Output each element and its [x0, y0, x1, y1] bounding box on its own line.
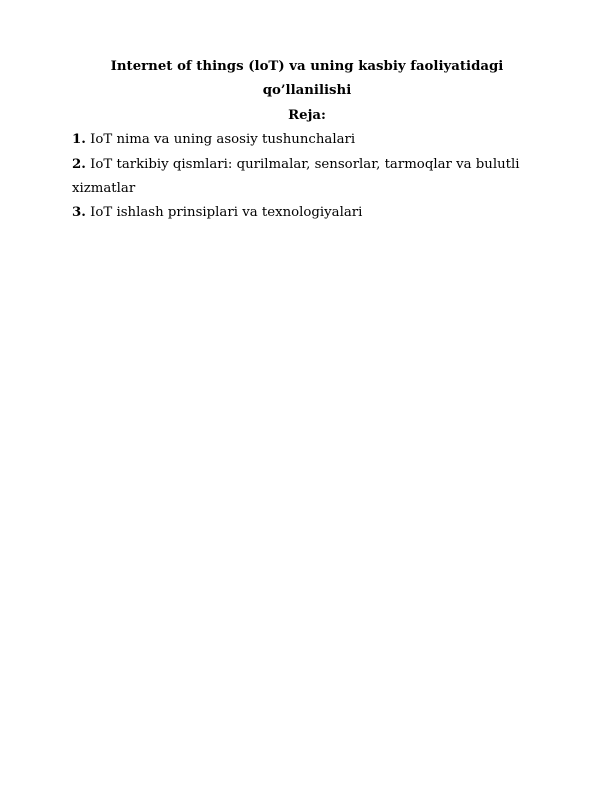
plan-list [72, 128, 542, 226]
plan-item-number: 2. [72, 156, 86, 172]
plan-item-text: IoT nima va uning asosiy tushunchalari [85, 132, 356, 148]
plan-item-text: IoT tarkibiy qismlari: qurilmalar, sensorlar, tarmoqlar va bulutli xizmatlar [72, 156, 520, 197]
plan-item-2 [72, 153, 542, 202]
document-title: Internet of things (loT) va uning kasbiy faoliyatidagi qo’llanilishi [110, 59, 504, 99]
document-content [72, 55, 542, 226]
plan-item-1 [72, 128, 542, 152]
plan-item-text: IoT ishlash prinsiplari va texnologiyalari [85, 205, 363, 221]
plan-item-number: 3. [72, 205, 86, 221]
plan-item-number: 1. [72, 132, 86, 148]
plan-heading: Reja: [288, 107, 326, 123]
plan-item-3 [72, 201, 542, 225]
